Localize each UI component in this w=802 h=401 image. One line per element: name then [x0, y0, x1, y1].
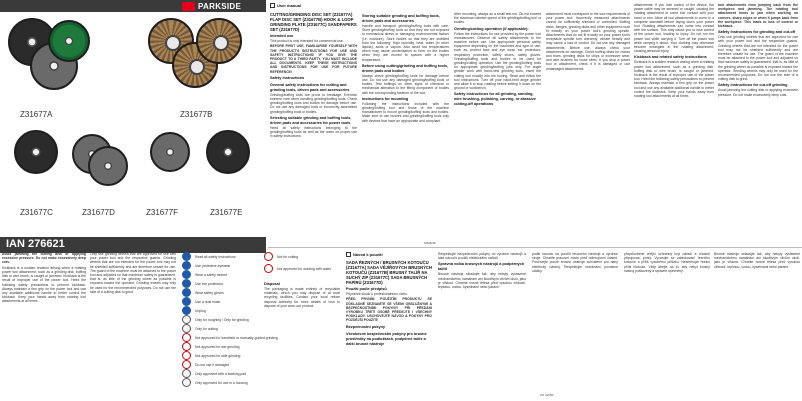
- gb-before-first-use: BEFORE FIRST USE, FAMILIARISE YOURSELF WITH THE PRODUCT'S INSTRUCTIONS FOR USE AND SAFETY INSTRUCTIONS! IF YOU GIVE THE PRODUCT TO A THIRD PARTY, YOU MUST INCLUDE ALL DOCUMENTS. KEEP THESE INSTRUCTIONS AND INSTRUCTIONS FOR USE FOR FUTURE REFERENCE!: [270, 44, 357, 74]
- gb-grinding-title: Safety instructions for grinding and cut-off: [718, 30, 796, 35]
- no-handheld-icon: [182, 333, 191, 342]
- cz-col4-text: přizpůsobené vnější ochranný kryt nářadí a vhodné připojovací prvky. Vyvarujte se zablokování řezného kotouče a příliš vysokému přítlaku. Nesměrujte řezání příliš hluboko. Vždy dbejte na to, aby nebyl brusný nástroj poškozený a správně upevněný.: [624, 252, 710, 273]
- read-manual-icon: [182, 252, 191, 261]
- cz-column-1: [346, 260, 432, 398]
- symbol-row: Use a dust mask: [182, 297, 220, 306]
- model-label-f: Z31677F: [146, 208, 179, 217]
- gb-instructions-title: Instructions for mounting: [362, 96, 409, 101]
- symbol-row: Only approved with a backing pad: [182, 369, 246, 378]
- gb-selecting-title: Selecting suitable grinding and buffing tools, driven pads and accessories for power tools: [270, 115, 352, 125]
- cz-footer: CZ CZ/SK: [540, 393, 554, 397]
- symbol-row: Unplug: [182, 306, 206, 315]
- hook-loop-plate-image: [14, 130, 58, 174]
- gb-protection-text: Follow the instructions for use provided by the power tool manufacturer. Observe all safety attachments to the machine before use. Use appropriate personal safety equipment depending on the machines and type of use, such as, protect face and eye wear, ear protectors, respiratory protection, safety shoes, safety gloves. Grinding/buffing tools and bodies to be used for grinding/cutting operation. Use the grinding/buffing tools for appropriate grinding/buffing jobs only. For angle grinder work with hand-held grinding tools, insert the cutting tool exactly into the tooling. Read and follow the tool instructions. Turn off your hand-held angle grinder and allow it to stop rotating before setting it down on the ground or workbench.: [454, 31, 541, 91]
- gb-column-3: [454, 12, 541, 193]
- cz-col5-text: Brusné nástroje skladujte tak, aby nebyly vystavené mechanickému namáhání ani škodlivým vlivům okolí, jako je vlhkost. Chraňte nosné tělesa před vysokou vlhkostí, teplotou, vodou, kyselinami nebo parami.: [714, 252, 800, 269]
- gb-additional-title: Safety instructions for all grinding, sanding, wire brushing, polishing, carving, or abrasive cutting-off operations: [454, 92, 536, 107]
- gb-col7-text: Avoid jamming the cutting disk or applying excessive pressure. Do not make excessively deep cuts.: [2, 252, 86, 265]
- model-label-d: Z31677D: [82, 208, 115, 217]
- symbol-row: Do not use if damaged: [182, 360, 229, 369]
- cz-col2-text-2: Brusné nástroje skladujte tak, aby nebyly vystavené mechanickému namáhání ani škodlivým vlivům okolí, jako je vlhkost. Chraňte nosné tělesa před vysokou vlhkostí, teplotou, vodou, kyselinami nebo parami.: [438, 272, 526, 290]
- gb-instructions-text: Following the instructions included with the grinding/buffing tool and those of the machine manufacturer to mount grinding/buffing tools and bodies. Make sure to use bushes and grinding/buffing tools only with devices that have an appropriate and compliant.: [362, 101, 449, 123]
- cz-general-title: Všeobecné bezpečnostní pokyny pro brusné prostředky na podložkách, podpěrné talíře a další brusné nástroje: [346, 331, 427, 346]
- symbol-row: Use protective eyewear: [182, 261, 230, 270]
- gb-column-8: [90, 252, 176, 398]
- gb-selecting-text: Heed all safety instructions belonging to the grinding/buffing tools as well as the notes on proper use in safety instructions.: [270, 125, 357, 139]
- cz-header-text: Návod k použití: [353, 252, 383, 257]
- housing-icon: [182, 378, 191, 387]
- sanding-sheet-image: [150, 132, 190, 172]
- backing-pad-icon: [182, 369, 191, 378]
- gb-safety-title: Safety instructions: [270, 75, 305, 80]
- unplug-icon: [182, 306, 191, 315]
- no-side-grinding-icon: [182, 351, 191, 360]
- gb-col8-text: Only use grinding wheels that are approved for use with your power tool and the respective guards. Grinding wheels that are not intended for the power tool may not be shielded sufficiently and are therefore unsafe for use. The guard of the machine must be attached to the power tool and adjusted so that maximum safety is guaranteed, that is, as little of the grinding wheel as possible is exposed toward the operator. Grinding wheels may only be used for the recommended purposes. Do not use the side of a cutting disk to grind.: [90, 252, 176, 294]
- disposal-title: Disposal: [264, 282, 280, 286]
- cz-column-2: [438, 252, 526, 398]
- gloves-icon: [182, 288, 191, 297]
- symbol-row: Not approved for side grinding: [182, 351, 240, 360]
- sandpaper-image-2: [88, 146, 128, 186]
- gb-column-6: [718, 3, 798, 193]
- cz-use-text: Přípravek slouží k profesionálnímu účelu.: [346, 292, 409, 296]
- cutting-icon: [182, 324, 191, 333]
- gb-general-text: Grinding/buffing tools are prone to breakage. Exercise extreme care when handling grinding/buffing tools. Check grinding/buffing tools and bodies for damage before use. Do not use any damaged tools or incorrectly assembled grinding/buffing tools or bodies.: [270, 92, 357, 114]
- cz-title: SADA ŘEZNÝCH / BRUSNÝCH KOTOUČŮ (Z31677A) SADA VĚJÍŘOVÝCH BRUSNÝCH KOTOUČŮ (Z31677B) BRUSNÝ TALÍŘ NA SUCHÝ ZIP (Z31677C) SADA BRUSNÝCH PAPÍRŮ (Z31677D): [346, 260, 432, 285]
- model-label-b: Z31677B: [180, 110, 213, 119]
- symbol-row: Read all safety instructions: [182, 252, 236, 261]
- gb-col4-text: attachment must correspond to the size requirements of your power tool. Incorrectly measured attachments cannot be sufficiently shielded or controlled. Buffing disks, flanges, grinding disks and other equipment must fit exactly on your power tool's grinding spindle. Attachments that do not fit exactly on your power tool's receptacle spindle turn unevenly, vibrate heavily and may cause a loss of control. Do not use any damaged attachments. Before use, always check your attachments for damage. Check buffing disks for cracks and tears, grinding disks for chips or excessive wear, and wire brushes for loose wires. If you drop a power tool or attachment, check if it is damaged or use undamaged attachments.: [546, 12, 630, 71]
- gb-intended-use: This product is only intended for commercial use.: [270, 39, 344, 43]
- model-label-e: Z31677E: [210, 208, 243, 217]
- gb-grinding-text: Only use grinding wheels that are approved for use with your power tool and the respective guards. Grinding wheels that are not intended for the power tool may not be shielded sufficiently and are therefore unsafe for use. The guard of the machine must be attached to the power tool and adjusted so that maximum safety is guaranteed, that is, as little of the grinding wheel as possible is exposed toward the operator. Grinding wheels may only be used for the recommended purposes. Do not use the side of a cutting disk to grind.: [718, 35, 798, 82]
- gb-col6-text: tool attachments from jumping back from the workpiece and jamming. The rotating tool attachment tends to jam when working on corners, sharp edges or when it jumps back from the workpiece. This leads to loss of control or kickback.: [718, 3, 798, 29]
- dust-mask-icon: [182, 297, 191, 306]
- disposal-section: [264, 280, 340, 380]
- grinding-disc-green-image: [48, 20, 90, 62]
- cz-section-header: [346, 252, 383, 257]
- no-water-icon: [264, 264, 273, 273]
- symbol-row: Not approved for handheld or manually guided grinding: [182, 333, 278, 342]
- gb-intended-use-title: Intended use: [270, 34, 294, 38]
- gb-col5-text: attachments. If you lose control of the device, the power cable may be severed or caught, causing the rotating attachment to come into contact with your hand or arm. Allow all tool attachments to come to a complete standstill before laying down your power tool. Rotating attachments can come into contact with the surface. This may cause you to lose control of the power tool, leading to injury. Do not run the power tool while carrying it. Turn off the power tool while carrying it about. Your clothing may otherwise become entangled in the rotating attachment, causing personal injury.: [634, 3, 714, 54]
- cz-use-title: Použití podle předpisů: [346, 287, 387, 291]
- symbol-row: Wear a safety helmet: [182, 270, 227, 279]
- model-label-a: Z31677A: [20, 110, 53, 119]
- no-damaged-icon: [182, 360, 191, 369]
- roughing-icon: [182, 315, 191, 324]
- gb-column-7: [2, 252, 86, 398]
- cz-column-5: [714, 252, 800, 398]
- gb-footer: GB/IE/NI: [424, 241, 436, 245]
- symbol-row: Only for roughing / Only for grinding: [182, 315, 249, 324]
- row-divider: [268, 247, 802, 248]
- gb-flag-icon: [270, 3, 275, 8]
- symbol-row: Not for cutting: [264, 252, 298, 261]
- symbol-row: Not approved for working with water: [264, 264, 331, 273]
- cz-flag-icon: [346, 252, 351, 257]
- logo-text: PARKSIDE: [198, 1, 242, 11]
- cz-safety-title: Bezpečnostní pokyny: [346, 324, 386, 329]
- gb-kickback-title: Kickback and related safety instructions: [634, 55, 707, 60]
- symbol-row: Only for cutting: [182, 324, 218, 333]
- cz-column-3: [532, 252, 618, 398]
- cz-col2-text: Respektujte bezpečnostní pokyny od výrobce nástrojů a také návod k použití elektrického nářadí.: [438, 252, 526, 261]
- eyewear-icon: [182, 261, 191, 270]
- gb-storing-text: Handle and transport grinding/buffing tools with care. Store grinding/buffing tools so that they are not exposed to mechanical stress or damaging environmental factors (i.e. moisture). Store bodies so that they are shielded from the following: High humidity, heat, water (in other liquids), acids or vapors. Also avoid low temperatures which may cause condensation to form on the bodies when they are moved to spaces with a higher temperature.: [362, 24, 449, 62]
- gb-storing-title: Storing suitable grinding and buffing tools, driven pads and accessories: [362, 14, 440, 23]
- symbol-row: Wear safety gloves: [182, 288, 224, 297]
- ian-number: IAN 276621: [6, 238, 65, 250]
- symbol-row: Use ear protectors: [182, 279, 223, 288]
- ear-protection-icon: [182, 279, 191, 288]
- model-label-c: Z31677C: [20, 208, 53, 217]
- gb-cutoff-text: Avoid jamming the cutting disk or applying excessive pressure. Do not make excessively deep cuts.: [718, 88, 798, 97]
- cz-col2-title: Správná volba brusných nástrojů a podpěrných talířů: [438, 262, 525, 272]
- logo-mark-icon: [182, 2, 195, 11]
- symbol-row: Not approved for wet grinding: [182, 342, 239, 351]
- disposal-text: The packaging is made entirely of recyclable materials, which you may dispose of at local recycling facilities. Contact your local refuse disposal authority for more details of how to dispose of your worn-out product.: [264, 287, 340, 308]
- gb-col3-text: After mounting, always do a small test run. Do not exceed the maximum labeled speed of the grinding/buffing tool or bodies.: [454, 12, 541, 25]
- product-panel: [0, 12, 266, 237]
- no-wet-grinding-icon: [182, 342, 191, 351]
- symbol-row: Only approved for use in a housing: [182, 378, 248, 387]
- backing-pad-image: [206, 130, 250, 174]
- gb-general-title: General safety instructions for cutting and grinding tools, driven pads and accessories: [270, 82, 350, 92]
- brand-bar: [0, 0, 266, 12]
- gb-col7-text-2: Kickback is a sudden reaction arising when a rotating power tool attachment, such as a grinding disk, buffing disk or wire brush, is caught or jammed. Kickback is the result of improper use of the power tool. Heed the following safety precautions to prevent kickback. Always maintain a firm grip on the power tool and use any available additional handle to better control the kickback. Keep your hands away from rotating tool attachments at all times.: [2, 265, 86, 304]
- gb-column-1: [270, 12, 357, 193]
- cz-col3-text: podle návodu na použití brusného nástroje a výrobce stroje. Chraňte pracovní místo před odletujícími částmi. Používejte pouze brusné nástroje schválené pro daný elektrický nástroj. Respektujte maximální povolené otáčky.: [532, 252, 618, 273]
- gb-section-header: [270, 3, 301, 8]
- gb-installation-title: Before using cutting/grinding and buffing tools, driven pads and bodies: [362, 63, 449, 73]
- helmet-icon: [182, 270, 191, 279]
- gb-installation-text: Always check grinding/buffing tools for damage before use. Do not use any damaged grinding/buffing tools or bodies. Test buffings on other signs of chemical or mechanical alteration to the fitting component of bodies with the corresponding fastener of the tool.: [362, 73, 449, 95]
- gb-header-text: User manual: [277, 3, 302, 8]
- cz-column-4: [624, 252, 710, 398]
- gb-column-5: [634, 3, 714, 193]
- cz-before-text: PŘED PRVNÍM POUŽITÍM PRODUKTU SE DŮKLADNĚ SEZNAMTE SE VŠEMI OBSLUŽNÝMI A BEZPEČNOSTNÍMI POKYNY! PŘI PŘEDÁNÍ VÝROBKU TŘETÍ OSOBĚ PŘEDEJTE I VŠECHNY PODKLADY. USCHOVEJTE NÁVOD A POKYNY PRO POZDĚJŠÍ POUŽITÍ!: [346, 297, 432, 323]
- no-cutting-icon: [264, 252, 273, 261]
- gb-protection-title: Grinding/cutting operation (if applicable):: [454, 26, 529, 31]
- gb-cutoff-title: Safety instructions for cut-off grinding: [718, 83, 788, 88]
- ian-bar: [0, 237, 266, 253]
- gb-column-2: [362, 12, 449, 193]
- gb-title: CUTTING/GRINDING DISC SET (Z31677A) FLAP DISC SET (Z31677B) HOOK & LOOP GRINDING PLATE (Z31677C) SANDPAPERS SET (Z31677D): [270, 12, 357, 32]
- gb-kickback-text: Kickback is a sudden reaction arising when a rotating power tool attachment, such as a grinding disk, buffing disk or wire brush, is caught or jammed. Kickback is the result of improper use of the power tool. Heed the following safety precautions to prevent kickback. Always maintain a firm grip on the power tool and use any available additional handle to better control the kickback. Keep your hands away from rotating tool attachments at all times.: [634, 60, 714, 99]
- parkside-logo: [182, 1, 241, 11]
- flap-disc-image-3: [196, 18, 242, 64]
- gb-column-4: [546, 12, 630, 193]
